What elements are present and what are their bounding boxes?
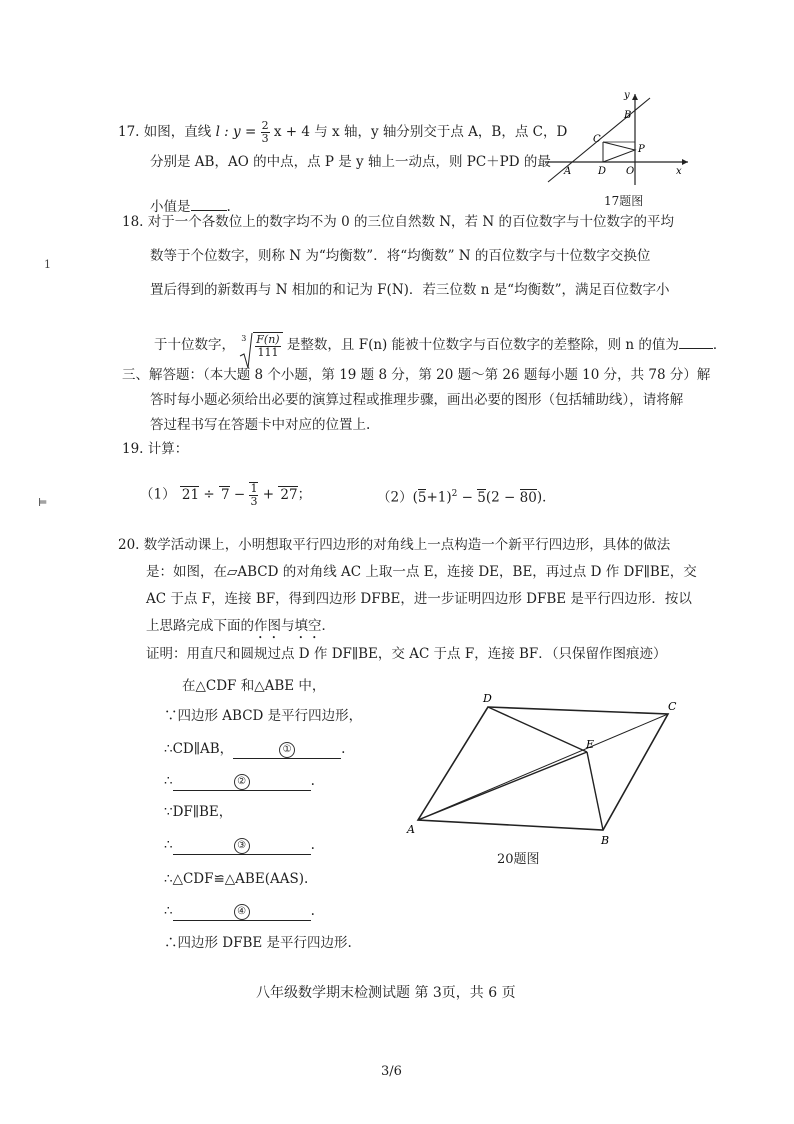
proof-step-1: 在△CDF 和△ABE 中， (182, 678, 326, 694)
section3-line1: 三、解答题：（本大题 8 个小题，第 19 题 8 分，第 20 题～第 26 题每小题 10 分，共 78 分）解 (122, 367, 711, 383)
label-C: C (593, 134, 601, 145)
figure-17-caption: 17题图 (604, 194, 644, 208)
page-number: 3/6 (381, 1064, 402, 1079)
q18-line3: 置后得到的新数再与 N 相加的和记为 F(N)．若三位数 n 是“均衡数”，满足百位数字小 (150, 282, 670, 298)
figure-17 (540, 90, 690, 185)
label-y: y (624, 90, 630, 101)
q19-title: 19. 计算： (122, 441, 189, 457)
proof-step-3: ∴CD∥AB， ① . (164, 741, 346, 757)
cube-root: 3 $\frac{F(n)}{111}$ (239, 332, 282, 359)
label-E: E (586, 738, 595, 751)
figure-20-caption: 20题图 (497, 852, 540, 867)
margin-mark: 1 (44, 258, 51, 271)
q20-line2: 是：如图，在▱ABCD 的对角线 AC 上取一点 E，连接 DE，BE，再过点 D 作 DF∥BE，交 (146, 564, 697, 580)
q20-line3: AC 于点 F，连接 BF，得到四边形 DFBE，进一步证明四边形 DFBE 是平行四边形．按以 (146, 591, 692, 607)
blank-3-marker: ③ (234, 838, 250, 854)
proof-step-5: ∵DF∥BE， (164, 804, 233, 820)
blank-2-marker: ② (234, 774, 250, 790)
q19-part2: $(2)(5+1)^2 - 5(2 - 80)$． (377, 489, 556, 506)
figure-20 (400, 690, 690, 850)
q17-line3: 小值是 . (150, 199, 231, 215)
q20-line1: 20. 数学活动课上，小明想取平行四边形的对角线上一点构造一个新平行四边形，具体的做法 (118, 537, 671, 553)
label-P: P (638, 144, 645, 155)
margin-mark: ⊨ (38, 496, 48, 509)
q17-line2: 分别是 AB，AO 的中点，点 P 是 y 轴上一动点，则 PC＋PD 的最 (150, 154, 551, 170)
q17-line1: 17. 如图，直线 l : y = $\frac{2}{3}$ x + 4 与 x 轴，y 轴分别交于点 A，B，点 C，D (118, 119, 568, 145)
proof-step-8: ∴ ④ . (164, 903, 315, 919)
q19-part1: （1） 21 ÷ 7 − $\frac{1}{3}$ + 27； (140, 482, 312, 508)
q20-proof-intro: 证明：用直尺和圆规过点 D 作 DF∥BE，交 AC 于点 F，连接 BF．（只保留作图痕迹） (146, 646, 667, 662)
q20-line4: 上思路完成下面的作图与填空． (146, 618, 335, 634)
label-A: A (407, 823, 415, 836)
label-O: O (626, 166, 635, 177)
proof-step-9: ∴四边形 DFBE 是平行四边形. (164, 935, 352, 951)
blank-1-marker: ① (279, 742, 295, 758)
label-x: x (676, 166, 682, 177)
proof-step-6: ∴ ③ . (164, 837, 315, 853)
q18-line4: 于十位数字， 3 $\frac{F(n)}{111}$ 是整数，且 F(n) 能被十位数字与百位数字的差整除，则 n 的值为 ． (154, 332, 726, 359)
label-D: D (598, 166, 607, 177)
label-C: C (668, 700, 677, 713)
proof-step-4: ∴ ② . (164, 773, 315, 789)
q18-line2: 数等于个位数字，则称 N 为“均衡数”．将“均衡数” N 的百位数字与十位数字交换位 (150, 248, 651, 264)
blank-4-marker: ④ (234, 904, 250, 920)
proof-step-2: ∵四边形 ABCD 是平行四边形， (164, 708, 363, 724)
label-B: B (601, 834, 610, 847)
section3-line3: 答过程书写在答题卡中对应的位置上. (150, 417, 371, 433)
section3-line2: 答时每小题必须给出必要的演算过程或推理步骤，画出必要的图形（包括辅助线），请将解 (150, 392, 684, 408)
footer-title: 八年级数学期末检测试题 第 3页，共 6 页 (256, 985, 516, 1001)
label-A: A (564, 166, 572, 177)
label-D: D (483, 692, 492, 705)
q18-line1: 18. 对于一个各数位上的数字均不为 0 的三位自然数 N，若 N 的百位数字与十位数字的平均 (122, 214, 674, 230)
label-B: B (624, 110, 632, 121)
proof-step-7: ∴△CDF≌△ABE(AAS). (164, 871, 309, 887)
